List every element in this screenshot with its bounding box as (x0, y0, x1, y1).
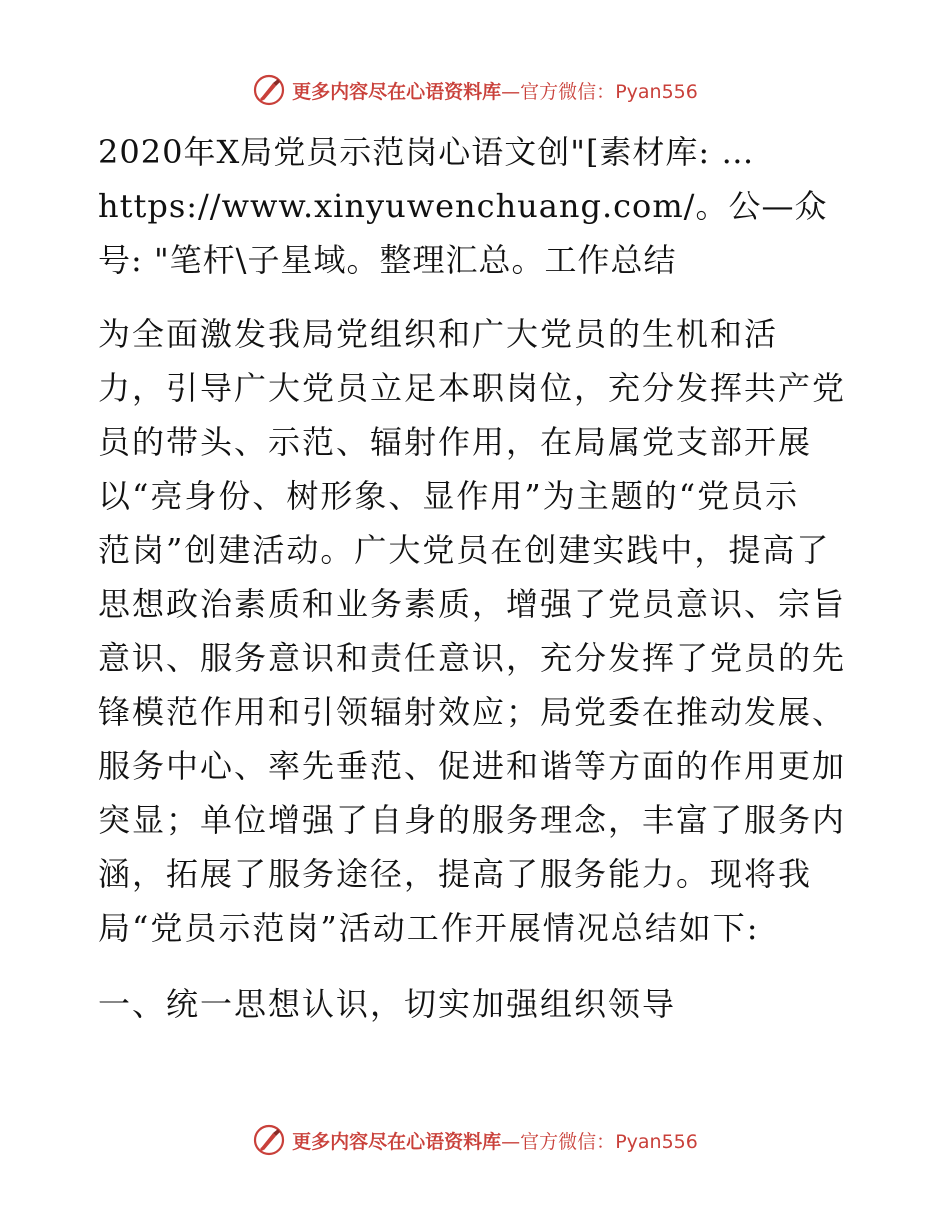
quill-pen-logo-icon (252, 73, 286, 107)
title-line: 2020年X局党员示范岗心语文创"[素材库: … (98, 133, 755, 171)
paragraph-line: 涵，拓展了服务途径，提高了服务能力。现将我 (98, 855, 813, 893)
watermark-text (292, 77, 698, 104)
watermark-text (292, 1127, 698, 1154)
watermark-group (252, 1123, 698, 1157)
section-heading (98, 977, 850, 1031)
paragraph-line: 局“党员示范岗”活动工作开展情况总结如下: (98, 909, 760, 947)
watermark-separator: — (501, 1130, 521, 1153)
paragraph-line: 意识、服务意识和责任意识，充分发挥了党员的先 (98, 639, 847, 677)
quill-pen-logo-icon (252, 1123, 286, 1157)
paragraph-line: 服务中心、率先垂范、促进和谐等方面的作用更加 (98, 747, 847, 785)
intro-paragraph (98, 307, 850, 955)
document-body (98, 125, 850, 1031)
paragraph-line: 范岗”创建活动。广大党员在创建实践中，提高了 (98, 531, 831, 569)
watermark-separator: — (501, 80, 521, 103)
title-line: https://www.xinyuwenchuang.com/。公—众 (98, 187, 828, 225)
paragraph-line: 为全面激发我局党组织和广大党员的生机和活 (98, 315, 779, 353)
footer-watermark (0, 1120, 950, 1160)
watermark-official-label: 官方微信： (520, 1130, 616, 1153)
watermark-brand: 更多内容尽在心语资料库 (292, 80, 502, 103)
header-watermark (0, 70, 950, 110)
paragraph-line: 思想政治素质和业务素质，增强了党员意识、宗旨 (98, 585, 847, 623)
watermark-group (252, 73, 698, 107)
paragraph-line: 员的带头、示范、辐射作用，在局属党支部开展 (98, 423, 813, 461)
paragraph-line: 力，引导广大党员立足本职岗位，充分发挥共产党 (98, 369, 847, 407)
paragraph-line: 以“亮身份、树形象、显作用”为主题的“党员示 (98, 477, 800, 515)
document-title (98, 125, 850, 287)
watermark-handle: Pyan556 (615, 80, 698, 103)
title-line: 号: "笔杆\子星域。整理汇总。工作总结 (98, 241, 677, 279)
watermark-brand: 更多内容尽在心语资料库 (292, 1130, 502, 1153)
section-heading-text: 一、统一思想认识，切实加强组织领导 (98, 985, 677, 1023)
watermark-official-label: 官方微信： (520, 80, 616, 103)
paragraph-line: 突显；单位增强了自身的服务理念，丰富了服务内 (98, 801, 847, 839)
paragraph-line: 锋模范作用和引领辐射效应；局党委在推动发展、 (98, 693, 847, 731)
watermark-handle: Pyan556 (615, 1130, 698, 1153)
